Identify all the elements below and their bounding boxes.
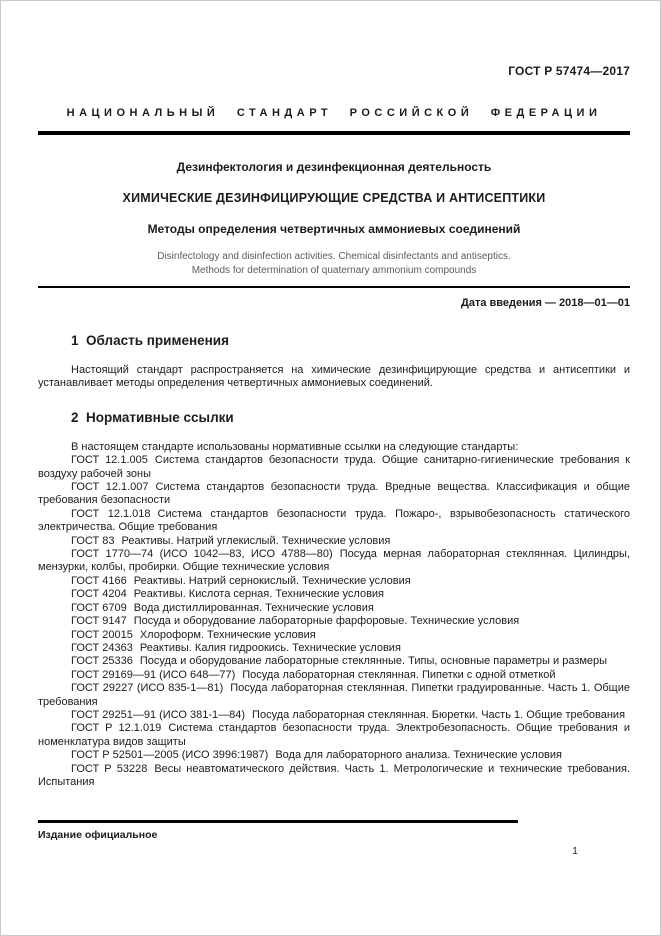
reference-code: ГОСТ 29251—91 (ИСО 381-1—84): [71, 708, 246, 721]
reference-title: Хлороформ. Технические условия: [139, 628, 316, 641]
reference-title: Система стандартов безопасности труда. Общие санитарно-гигиенические требования к воздуху рабочей зоны: [38, 454, 630, 480]
reference-title: Посуда и оборудование лабораторные фарфоровые. Технические условия: [133, 615, 520, 628]
reference-title: Посуда лабораторная стеклянная. Пипетки с одной отметкой: [242, 668, 556, 681]
reference-code: ГОСТ Р 53228: [71, 762, 148, 775]
reference-code: ГОСТ 9147: [71, 615, 127, 628]
reference-code: ГОСТ 20015: [71, 628, 133, 641]
reference-title: Система стандартов безопасности труда. Вредные вещества. Классификация и общие требования безопасности: [38, 481, 630, 507]
scope-paragraph: Настоящий стандарт распространяется на химические дезинфицирующие средства и антисептики и устанавливает методы определения четвертичных аммониевых соединений.: [38, 364, 630, 390]
reference-item: [38, 655, 630, 668]
reference-item: [38, 629, 630, 642]
reference-code: ГОСТ 29227 (ИСО 835-1—81): [71, 682, 224, 695]
reference-item: [38, 749, 630, 762]
reference-item: [38, 642, 630, 655]
date-rule: [38, 286, 630, 288]
reference-title: Реактивы. Калия гидроокись. Технические условия: [139, 641, 401, 654]
reference-title: Посуда мерная лабораторная стеклянная. Цилиндры, мензурки, колбы, пробирки. Общие технические условия: [38, 548, 630, 574]
document-body: [38, 333, 630, 789]
reference-title: Реактивы. Натрий углекислый. Технические условия: [121, 534, 391, 547]
reference-item: [38, 454, 630, 481]
reference-code: ГОСТ 4166: [71, 574, 127, 587]
reference-code: ГОСТ 29169—91 (ИСО 648—77): [71, 668, 236, 681]
title-block: [38, 160, 630, 277]
subject-title-ru: Дезинфектология и дезинфекционная деятельность: [176, 160, 492, 174]
reference-item: [38, 722, 630, 749]
reference-title: Вода дистиллированная. Технические условия: [133, 601, 374, 614]
reference-code: ГОСТ 24363: [71, 641, 133, 654]
reference-code: ГОСТ 1770—74 (ИСО 1042—83, ИСО 4788—80): [71, 548, 333, 561]
national-standard-banner: НАЦИОНАЛЬНЫЙ СТАНДАРТ РОССИЙСКОЙ ФЕДЕРАЦИИ: [66, 107, 602, 119]
reference-item: [38, 669, 630, 682]
reference-item: [38, 763, 630, 790]
reference-title: Посуда лабораторная стеклянная. Пипетки градуированные. Часть 1. Общие требования: [38, 682, 630, 708]
reference-title: Весы неавтоматического действия. Часть 1. Метрологические и технические требования. Испытания: [38, 762, 630, 788]
reference-title: Вода для лабораторного анализа. Технические условия: [275, 749, 563, 762]
subtitle-en: Methods for determination of quaternary ammonium compounds: [191, 265, 477, 276]
reference-item: [38, 588, 630, 601]
reference-code: ГОСТ 4204: [71, 588, 127, 601]
reference-code: ГОСТ 12.1.018: [71, 507, 151, 520]
reference-item: [38, 682, 630, 709]
reference-title: Посуда лабораторная стеклянная. Бюретки. Часть 1. Общие требования: [252, 708, 626, 721]
reference-code: ГОСТ 83: [71, 534, 115, 547]
reference-item: [38, 575, 630, 588]
reference-title: Реактивы. Кислота серная. Технические условия: [133, 588, 385, 601]
edition-note: Издание официальное: [38, 829, 158, 841]
footer-rule: [38, 820, 518, 823]
subtitle-ru: Методы определения четвертичных аммониевых соединений: [147, 222, 521, 236]
reference-item: [38, 535, 630, 548]
header-rule: [38, 131, 630, 135]
reference-item: [38, 548, 630, 575]
references-list: [38, 454, 630, 789]
references-intro: В настоящем стандарте использованы нормативные ссылки на следующие стандарты:: [71, 440, 519, 453]
page-number: 1: [572, 846, 578, 857]
reference-code: ГОСТ Р 12.1.019: [71, 722, 162, 735]
reference-title: Посуда и оборудование лабораторные стеклянные. Типы, основные параметры и размеры: [139, 655, 608, 668]
section-heading-scope: 1 Область применения: [71, 333, 229, 348]
reference-code: ГОСТ 6709: [71, 601, 127, 614]
reference-item: [38, 709, 630, 722]
reference-item: [38, 602, 630, 615]
section-heading-references: 2 Нормативные ссылки: [71, 409, 234, 425]
effective-date: Дата введения — 2018—01—01: [461, 297, 630, 309]
reference-code: ГОСТ 25336: [71, 655, 133, 668]
reference-title: Система стандартов безопасности труда. Пожаро-, взрывобезопасность статического электричества. Общие требования: [38, 507, 630, 534]
reference-item: [38, 615, 630, 628]
reference-code: ГОСТ 12.1.007: [71, 481, 149, 494]
reference-code: ГОСТ 12.1.005: [71, 454, 148, 467]
subject-title-en: Disinfectology and disinfection activities. Chemical disinfectants and antiseptics.: [157, 251, 511, 262]
reference-title: Система стандартов безопасности труда. Электробезопасность. Общие требования и номенклатура видов защиты: [38, 722, 630, 748]
reference-title: Реактивы. Натрий сернокислый. Технические условия: [133, 574, 411, 587]
reference-code: ГОСТ Р 52501—2005 (ИСО 3996:1987): [71, 749, 269, 762]
reference-item: [38, 508, 630, 535]
reference-item: [38, 481, 630, 508]
doc-number: ГОСТ Р 57474—2017: [508, 64, 630, 78]
main-title: ХИМИЧЕСКИЕ ДЕЗИНФИЦИРУЮЩИЕ СРЕДСТВА И АНТИСЕПТИКИ: [122, 191, 546, 205]
